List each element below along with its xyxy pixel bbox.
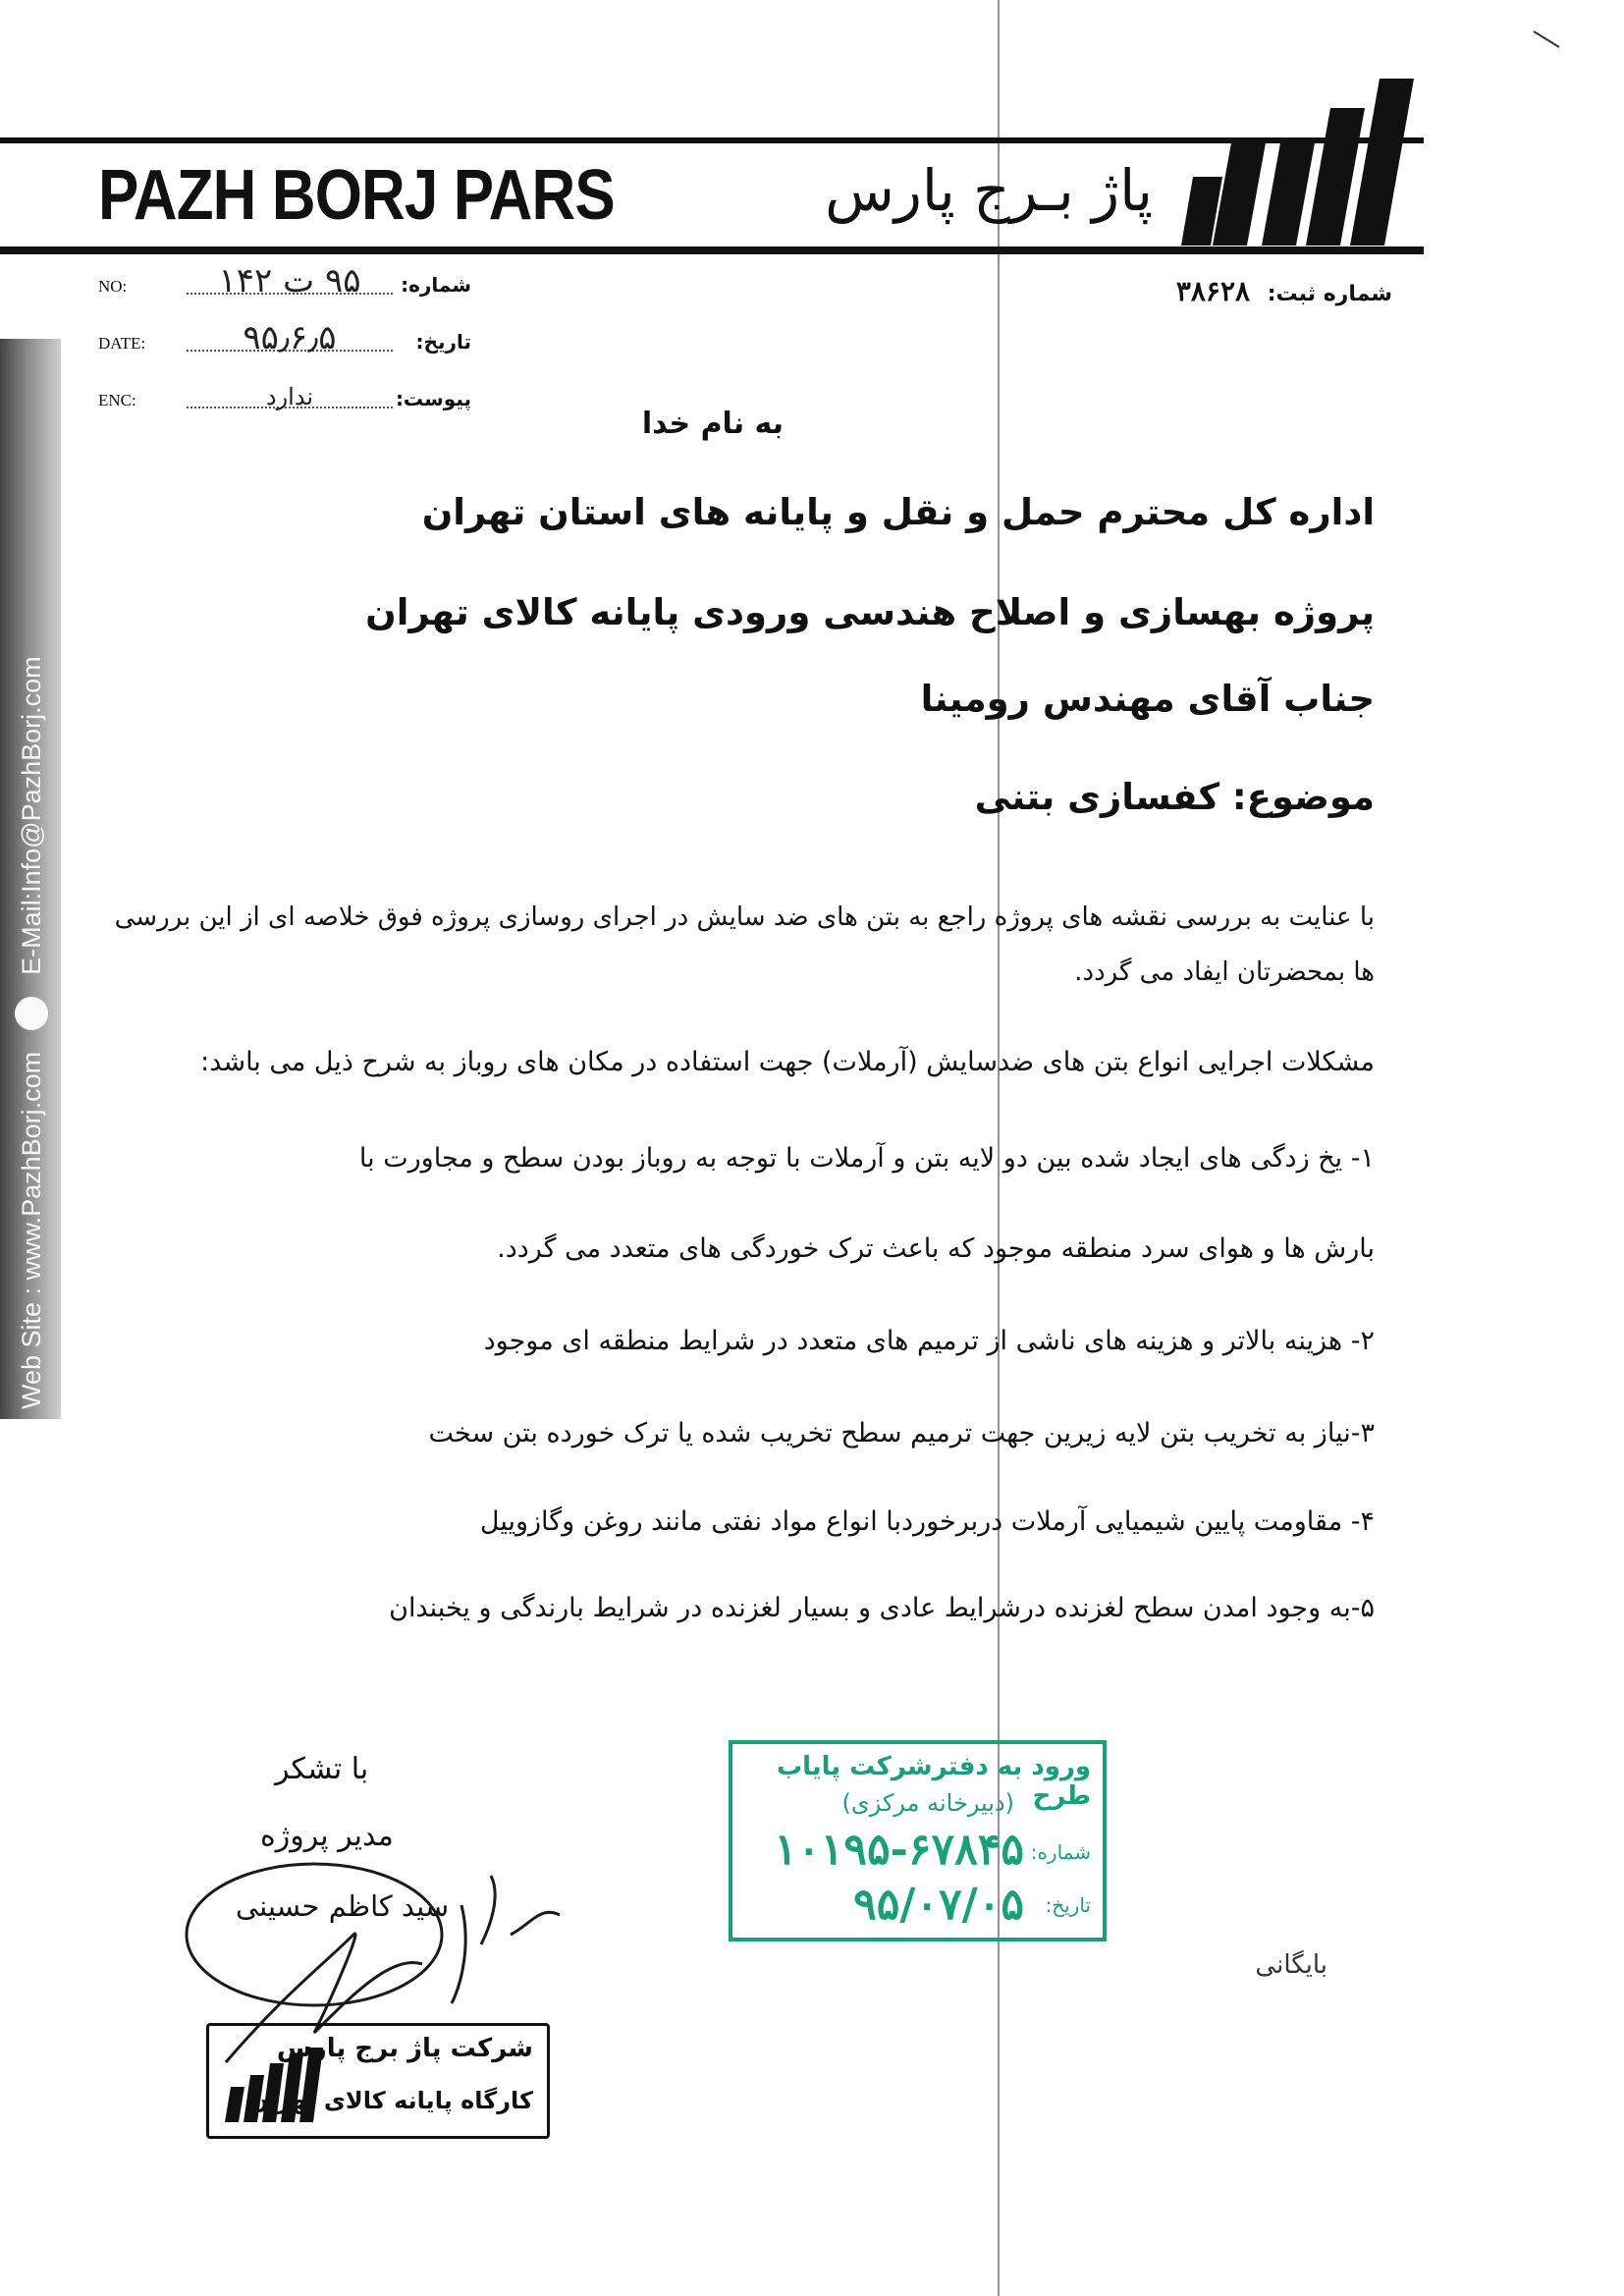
company-stamp — [206, 2023, 550, 2139]
scan-mark — [1532, 29, 1561, 49]
closing-thanks: با تشکر — [275, 1752, 369, 1786]
recipient-line-2: پروژه بهسازی و اصلاح هندسی ورودی پایانه کالای تهران — [365, 591, 1375, 633]
meta-number-row — [98, 261, 471, 306]
problem-item-4: ۴- مقاومت پایین شیمیایی آرملات دربرخوردبا انواع مواد نفتی مانند روغن وگازوییل — [479, 1506, 1375, 1537]
stamp-title: ورود به دفترشرکت پایاب طرح — [776, 1752, 1091, 1811]
bismillah: به نام خدا — [641, 407, 784, 441]
problems-heading: مشکلات اجرایی انواع بتن های ضدسایش (آرملات) جهت استفاده در مکان های روباز به شرح ذیل می باشد: — [200, 1047, 1375, 1077]
problem-item-1a: ۱- یخ زدگی های ایجاد شده بین دو لایه بتن و آرملات با توجه به روباز بودن سطح و مجاورت با — [358, 1143, 1375, 1174]
problem-item-3: ۳-نیاز به تخریب بتن لایه زیرین جهت ترمیم سطح تخریب شده یا ترک خورده بتن سخت — [428, 1418, 1375, 1449]
archive-note: بایگانی — [1255, 1950, 1327, 1980]
registration-value: ۳۸۶۲۸ — [1175, 275, 1251, 307]
closing-name: سید کاظم حسینی — [236, 1889, 450, 1923]
brand-name-latin: PAZH BORJ PARS — [98, 156, 615, 235]
closing-title: مدیر پروژه — [260, 1819, 394, 1853]
meta-date-row — [98, 318, 471, 363]
stamp-date: ۹۵/۰۷/۰۵ — [853, 1880, 1024, 1930]
recipient-line-3: جناب آقای مهندس رومینا — [920, 678, 1375, 720]
problem-item-5: ۵-به وجود امدن سطح لغزنده درشرایط عادی و بسیار لغزنده در شرایط بارندگی و یخبندان — [389, 1593, 1375, 1623]
brand-name-persian: پاژ بـرج پارس — [825, 157, 1153, 224]
side-contact — [12, 329, 51, 1409]
meta-date-value: ۹۵٫۶٫۵ — [243, 318, 337, 357]
problem-item-2: ۲- هزینه بالاتر و هزینه های ناشی از ترمیم های متعدد در شرایط منطقه ای موجود — [483, 1326, 1375, 1356]
bullet-dot-icon — [15, 997, 48, 1030]
meta-enclosure-label-en: ENC: — [98, 391, 136, 410]
meta-enclosure-label-fa: پیوست: — [395, 387, 471, 410]
meta-enclosure-value: ندارد — [265, 383, 314, 410]
meta-enclosure-row — [98, 381, 471, 420]
meta-number-value: ۹۵ ت ۱۴۲ — [218, 261, 361, 301]
intro-paragraph: با عنایت به بررسی نقشه های پروژه راجع به بتن های ضد سایش در اجرای روسازی پروژه فوق خلاصه ای از این بررسی ها بمحضرتان ایفاد می گردد. — [114, 902, 1375, 987]
stamp-number: ۱۰۱۹۵-۶۷۸۴۵ — [774, 1825, 1024, 1875]
registration-number — [1176, 275, 1392, 307]
company-stamp-line-1: شرکت پاژ برج پارس — [276, 2034, 533, 2063]
recipient-line-1: اداره کل محترم حمل و نقل و پایانه های استان تهران — [421, 491, 1375, 533]
company-logo-icon — [1173, 79, 1419, 250]
meta-number-label-en: NO: — [98, 277, 128, 296]
stamp-date-label: تاریخ: — [1045, 1893, 1091, 1917]
registration-label: شماره ثبت: — [1267, 282, 1392, 306]
meta-date-label-en: DATE: — [98, 334, 146, 353]
company-stamp-line-2: کارگاه پایانه کالای تهران — [248, 2087, 533, 2114]
problem-item-1b: بارش ها و هوای سرد منطقه موجود که باعث ترک خوردگی های متعدد می گردد. — [497, 1233, 1375, 1264]
website-text: Web Site : www.PazhBorj.com — [16, 1051, 46, 1409]
email-text: E-Mail:Info@PazhBorj.com — [16, 656, 46, 975]
meta-number-label-fa: شماره: — [401, 273, 471, 297]
meta-date-label-fa: تاریخ: — [415, 330, 471, 354]
reception-stamp — [729, 1740, 1107, 1941]
subject-line: موضوع: کفسازی بتنی — [974, 776, 1375, 818]
stamp-subtitle: (دبیرخانه مرکزی) — [841, 1789, 1014, 1817]
stamp-number-label: شماره: — [1030, 1840, 1091, 1864]
